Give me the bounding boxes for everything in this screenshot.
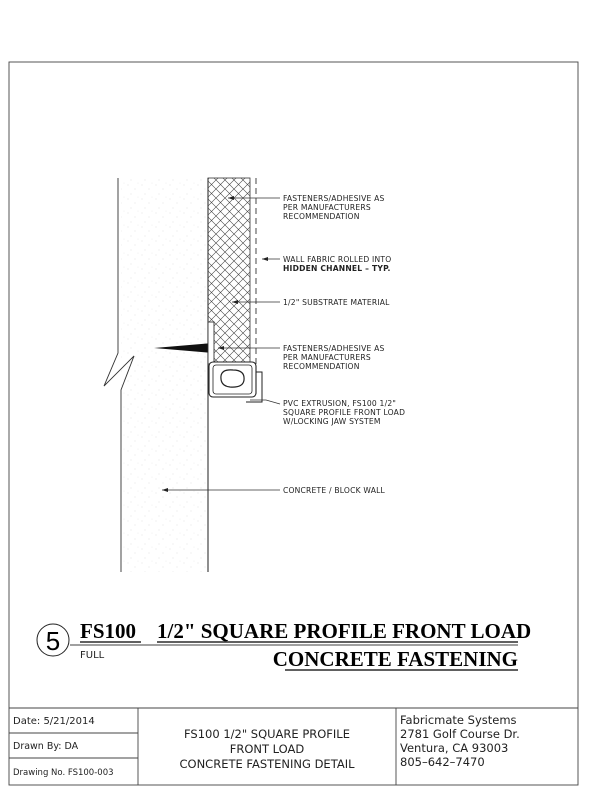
detail-scale: FULL: [80, 650, 105, 661]
callout-pvc-extrusion-line-1: PVC EXTRUSION, FS100 1/2": [283, 399, 397, 408]
callout-fasteners-mid-line-1: FASTENERS/ADHESIVE AS: [283, 344, 385, 353]
callout-wall-fabric-line-2: HIDDEN CHANNEL – TYP.: [283, 264, 391, 273]
tb-description-1: FS100 1/2" SQUARE PROFILE: [184, 727, 350, 741]
tb-description-3: CONCRETE FASTENING DETAIL: [179, 757, 355, 771]
concrete-wall: [104, 178, 208, 572]
tb-date: Date: 5/21/2014: [13, 716, 95, 727]
detail-code: FS100: [80, 619, 137, 643]
tb-company-3: Ventura, CA 93003: [400, 741, 509, 755]
detail-title: [37, 619, 531, 671]
detail-title-line1: 1/2" SQUARE PROFILE FRONT LOAD: [157, 619, 532, 643]
tb-drawing-no: Drawing No. FS100-003: [13, 768, 114, 778]
title-block: [9, 708, 578, 785]
callout-fasteners-mid-line-3: RECOMMENDATION: [283, 362, 360, 371]
detail-title-line2: CONCRETE FASTENING: [272, 647, 518, 671]
callout-concrete-wall-line-1: CONCRETE / BLOCK WALL: [283, 486, 385, 495]
callout-pvc-extrusion-line-2: SQUARE PROFILE FRONT LOAD: [283, 408, 406, 417]
tb-drawn-by: Drawn By: DA: [13, 741, 79, 752]
callout-substrate-line-1: 1/2" SUBSTRATE MATERIAL: [283, 298, 390, 307]
callout-fasteners-top-line-2: PER MANUFACTURERS: [283, 203, 371, 212]
tb-description-2: FRONT LOAD: [229, 742, 305, 756]
callout-pvc-extrusion-line-3: W/LOCKING JAW SYSTEM: [283, 417, 381, 426]
detail-number: 5: [45, 626, 61, 656]
tb-company-1: Fabricmate Systems: [400, 713, 517, 727]
callout-fasteners-top-line-3: RECOMMENDATION: [283, 212, 360, 221]
callout-fasteners-top-line-1: FASTENERS/ADHESIVE AS: [283, 194, 385, 203]
tb-company-2: 2781 Golf Course Dr.: [400, 727, 520, 741]
callout-wall-fabric-line-1: WALL FABRIC ROLLED INTO: [283, 255, 392, 264]
tb-company-4: 805–642–7470: [400, 755, 485, 769]
callout-notes: [283, 194, 405, 495]
callout-fasteners-mid-line-2: PER MANUFACTURERS: [283, 353, 371, 362]
